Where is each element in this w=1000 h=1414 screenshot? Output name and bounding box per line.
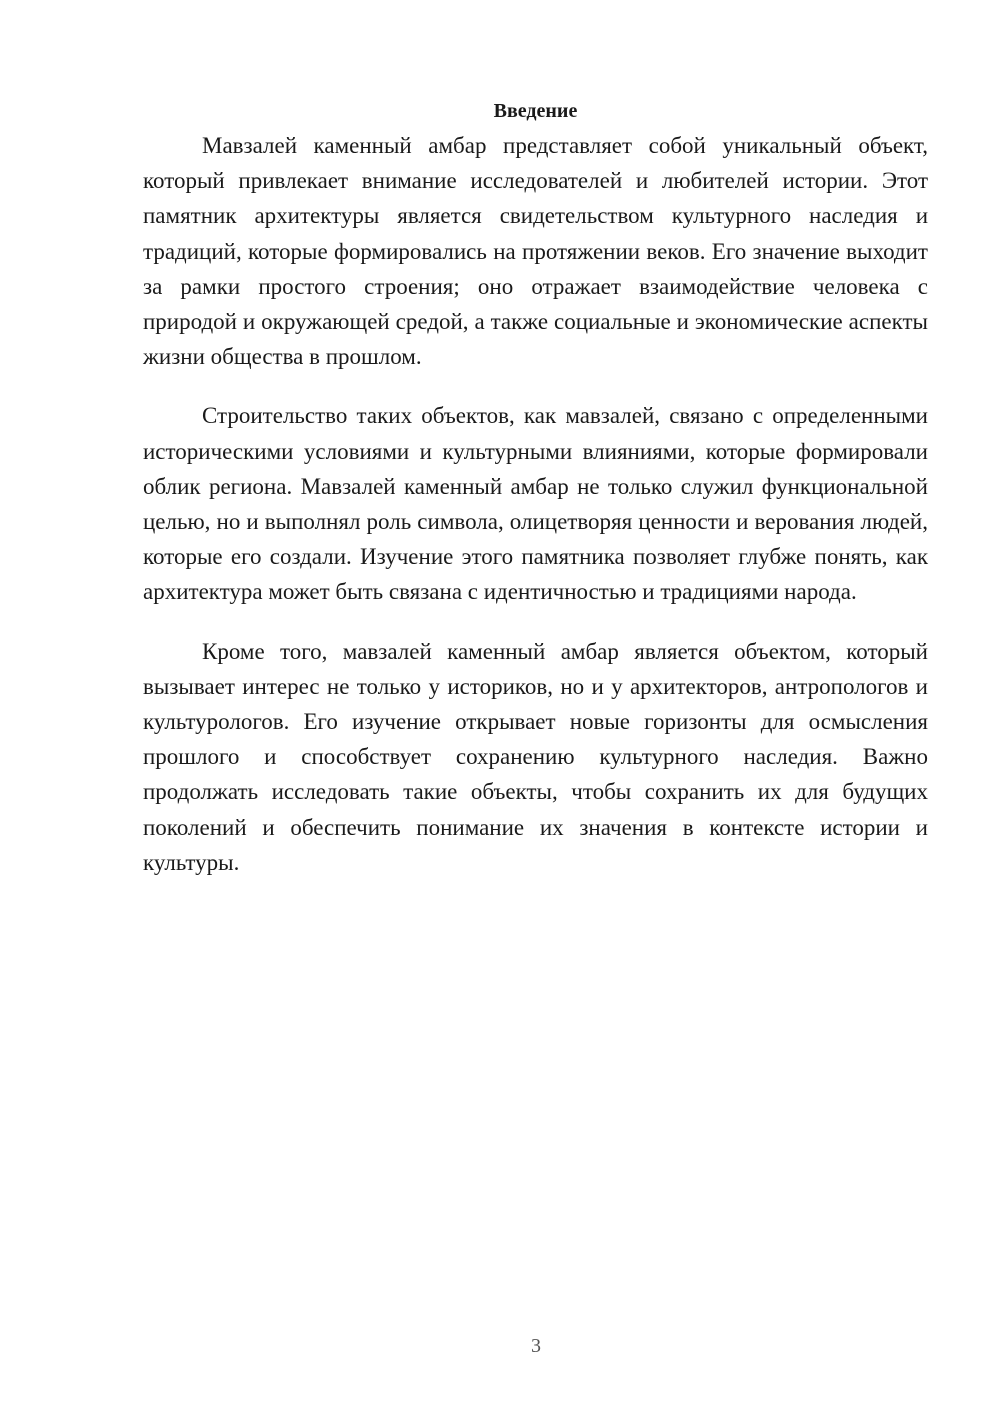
paragraph-2: Строительство таких объектов, как мавзалей, связано с определенными историческими условиями и культурными влияниями, которые формировали облик региона. Мавзалей каменный амбар не только служил функциональной целью, но и выполнял роль символа, олицетворяя ценности и верования людей, которые его создали. Изучение этого памятника позволяет глубже понять, как архитектура может быть связана с идентичностью и традициями народа. [143, 403, 928, 605]
section-heading: Введение [493, 100, 578, 122]
paragraph-1: Мавзалей каменный амбар представляет собой уникальный объект, который привлекает внимание исследователей и любителей истории. Этот памятник архитектуры является свидетельством культурного наследия и традиций, которые формировались на протяжении веков. Его значение выходит за рамки простого строения; оно отражает взаимодействие человека с природой и окружающей средой, а также социальные и экономические аспекты жизни общества в прошлом. [143, 133, 928, 370]
paragraph-3: Кроме того, мавзалей каменный амбар является объектом, который вызывает интерес не только у историков, но и у архитекторов, антропологов и культурологов. Его изучение открывает новые горизонты для осмысления прошлого и способствует сохранению культурного наследия. Важно продолжать исследовать такие объекты, чтобы сохранить их для будущих поколений и обеспечить понимание их значения в контексте истории и культуры. [143, 638, 928, 875]
document-body [143, 97, 928, 904]
page-number: 3 [531, 1335, 541, 1357]
